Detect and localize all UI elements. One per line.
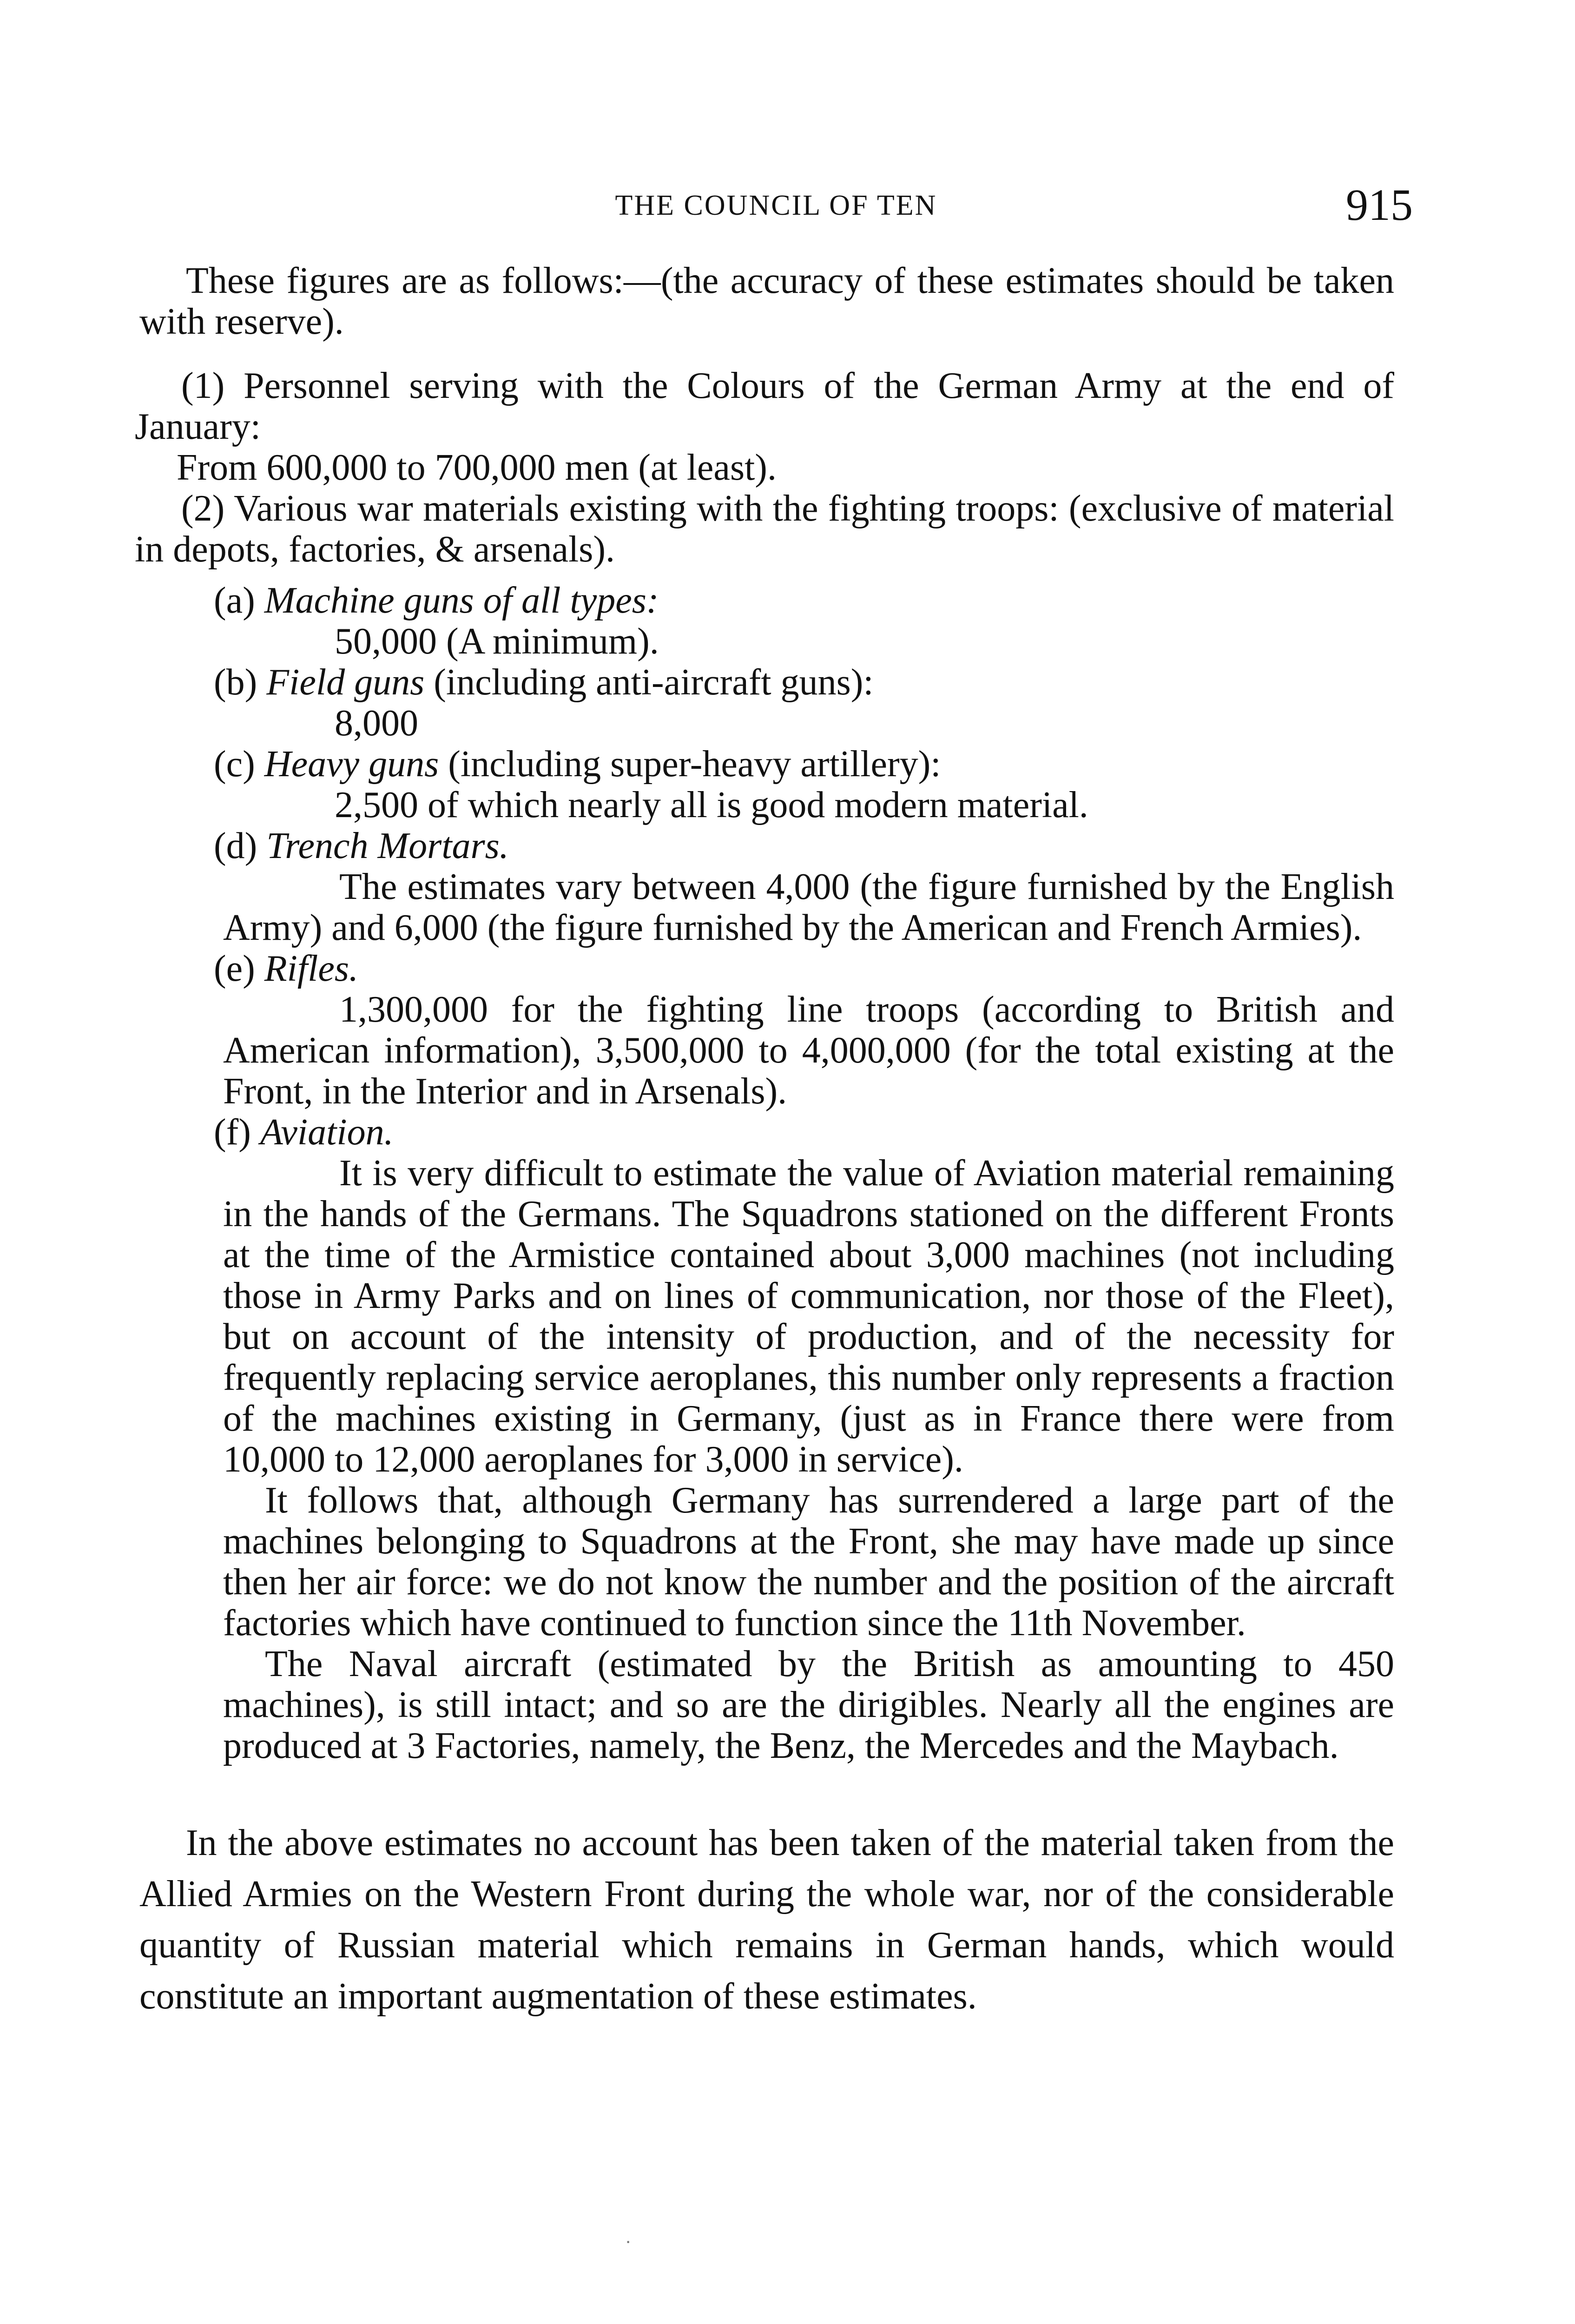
item-marker: (a) [214, 580, 255, 621]
list-item-machine-guns [139, 580, 1394, 662]
item-heading [214, 662, 1394, 703]
item-title: Trench Mortars. [266, 825, 509, 866]
item-value: 50,000 (A minimum). [335, 621, 659, 662]
item-heading [214, 948, 1394, 989]
item-title: Heavy guns [264, 744, 439, 785]
item-rest: (including super-heavy artillery): [439, 744, 941, 785]
aviation-paragraph: It is very difficult to estimate the value of Aviation material remaining in the hands of the Germans. The Squadrons stationed on the different Fronts at the time of the Armistice contained about 3,000 machines (not including those in Army Parks and on lines of communication, nor those of the Fleet), but on account of the intensity of production, and of the necessity for frequently replacing service aeroplanes, this number only represents a fraction of the machines existing in Germany, (just as in France there were from 10,000 to 12,000 aeroplanes for 3,000 in service). [223, 1153, 1394, 1480]
item-title: Field guns [266, 662, 425, 703]
item-marker: (f) [214, 1112, 251, 1153]
item-heading [214, 744, 1394, 785]
list-item-trench-mortars [139, 825, 1394, 948]
list-item-field-guns [139, 662, 1394, 744]
item-value: 8,000 [335, 703, 418, 744]
aviation-paragraph: It follows that, although Germany has surrendered a large part of the machines belonging to Squadrons at the Front, she may have made up since then her air force: we do not know the number and the position of the aircraft factories which have continued to function since the 11th November. [223, 1480, 1394, 1644]
item-heading [214, 825, 1394, 866]
materials-heading: (2) Various war materials existing with the fighting troops: (exclusive of material in depots, factories, & arsenals). [135, 488, 1394, 570]
materials-list [139, 580, 1394, 1766]
item-heading [214, 1112, 1394, 1153]
list-item-heavy-guns [139, 744, 1394, 825]
page-body [135, 260, 1394, 2022]
speck-mark: · [625, 2232, 632, 2252]
item-title: Aviation. [260, 1112, 394, 1153]
item-rest: (including anti-aircraft guns): [424, 662, 874, 703]
list-item-aviation [139, 1112, 1394, 1766]
conclusion-paragraph: In the above estimates no account has been taken of the material taken from the Allied Armies on the Western Front during the whole war, nor of the considerable quantity of Russian material which remains in German hands, which would constitute an important augmentation of these estimates. [139, 1822, 1394, 2017]
running-head: THE COUNCIL OF TEN [615, 190, 937, 221]
item-text: The estimates vary between 4,000 (the figure furnished by the English Army) and 6,000 (the figure furnished by the American and French Armies). [223, 866, 1394, 948]
item-value: 2,500 of which nearly all is good modern material. [335, 785, 1088, 825]
list-item-rifles [139, 948, 1394, 1112]
personnel-value: From 600,000 to 700,000 men (at least). [177, 447, 777, 488]
item-marker: (c) [214, 744, 255, 785]
intro-paragraph: These figures are as follows:—(the accuracy of these estimates should be taken with reserve). [139, 260, 1394, 342]
page-number: 915 [1346, 180, 1413, 230]
item-marker: (b) [214, 662, 257, 703]
aviation-paragraph: The Naval aircraft (estimated by the British as amounting to 450 machines), is still intact; and so are the dirigibles. Nearly all the engines are produced at 3 Factories, namely, the Benz, the Mercedes and the Maybach. [223, 1644, 1394, 1766]
item-heading [214, 580, 1394, 621]
item-title: Rifles. [264, 948, 358, 989]
item-title: Machine guns of all types: [264, 580, 659, 621]
item-text: 1,300,000 for the fighting line troops (according to British and American information), 3,500,000 to 4,000,000 (for the total existing at the Front, in the Interior and in Arsenals). [223, 989, 1394, 1112]
page-header [139, 179, 1413, 230]
personnel-heading: (1) Personnel serving with the Colours of the German Army at the end of January: [135, 365, 1394, 447]
item-marker: (e) [214, 948, 255, 989]
item-marker: (d) [214, 825, 257, 866]
